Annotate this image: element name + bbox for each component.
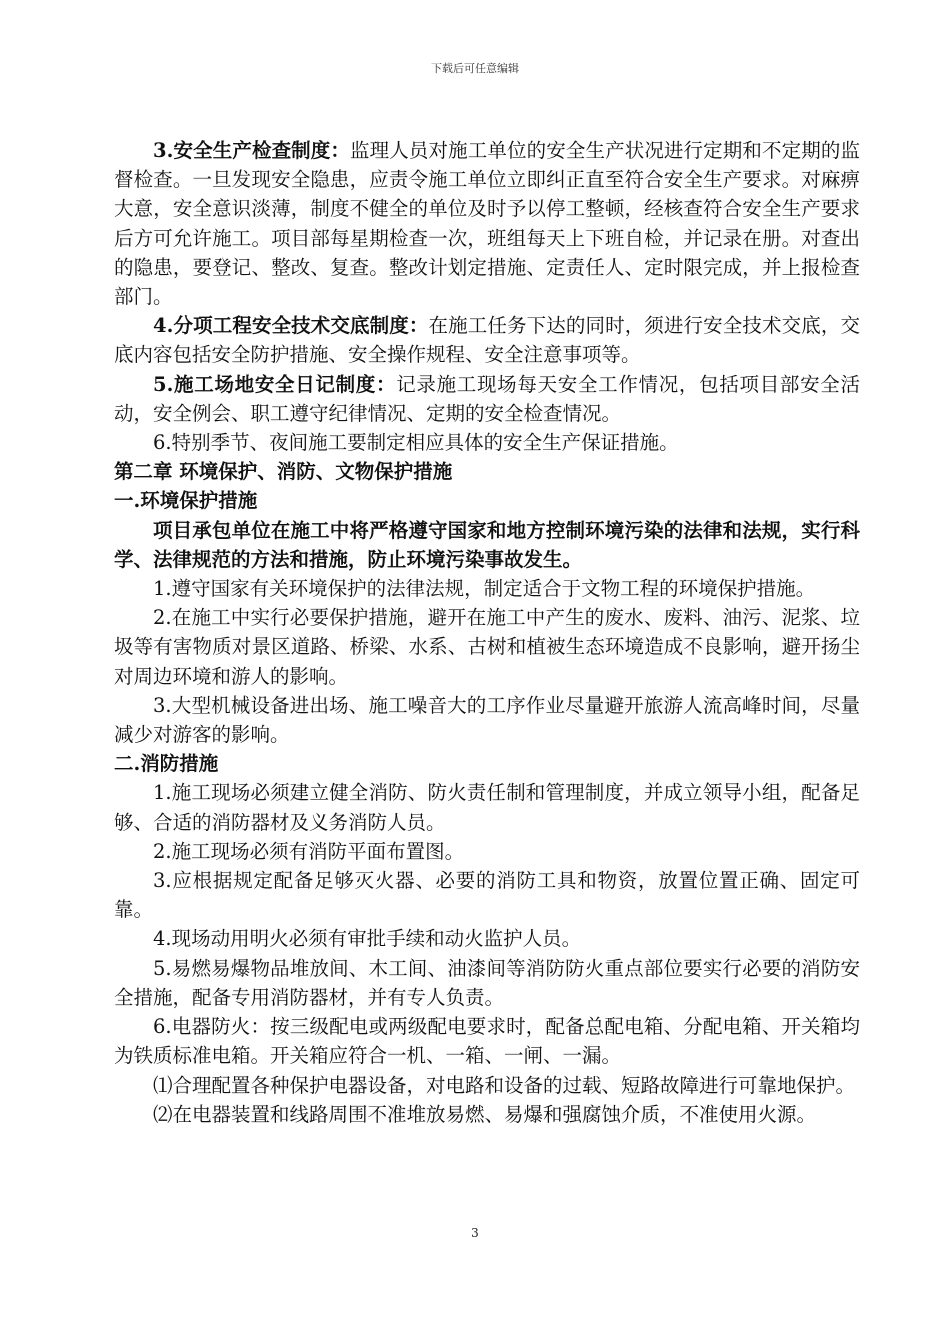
- list-item: 3.大型机械设备进出场、施工噪音大的工序作业尽量避开旅游人流高峰时间，尽量减少对游客的影响。: [114, 693, 860, 747]
- section-title-fire: 二.消防措施: [114, 752, 219, 776]
- chapter-title: 第二章 环境保护、消防、文物保护措施: [114, 460, 453, 484]
- list-item: 2.施工现场必须有消防平面布置图。: [153, 839, 465, 863]
- list-item: 1.施工现场必须建立健全消防、防火责任制和管理制度，并成立领导小组，配备足够、合适的消防器材及义务消防人员。: [114, 781, 860, 834]
- list-item: 4.现场动用明火必须有审批手续和动火监护人员。: [153, 927, 582, 951]
- page-number: 3: [471, 1226, 479, 1240]
- header-note: 下载后可任意编辑: [431, 62, 519, 75]
- paragraph-text: 在施工任务下达的同时，须进行安全技术交底，交底内容包括安全防护措施、安全操作规程、安全注意事项等。: [114, 314, 860, 367]
- list-item: 1.遵守国家有关环境保护的法律法规，制定适合于文物工程的环境保护措施。: [153, 577, 816, 601]
- paragraph-safety-inspection: [114, 136, 860, 311]
- section-title-environment: 一.环境保护措施: [114, 489, 258, 513]
- list-item: 2.在施工中实行必要保护措施，避开在施工中产生的废水、废料、油污、泥浆、垃圾等有害物质对景区道路、桥梁、水系、古树和植被生态环境造成不良影响，避开扬尘对周边环境和游人的影响。: [114, 606, 860, 688]
- paragraph-text: 监理人员对施工单位的安全生产状况进行定期和不定期的监督检查。一旦发现安全隐患，应责令施工单位立即纠正直至符合安全生产要求。对麻痹大意，安全意识淡薄，制度不健全的单位及时予以停工整顿，经核查符合安全生产要求后方可允许施工。项目部每星期检查一次，班组每天上下班自检，并记录在册。对查出的隐患，要登记、整改、复查。整改计划定措施、定责任人、定时限完成，并上报检查部门。: [114, 139, 860, 309]
- list-item: ⑵在电器装置和线路周围不准堆放易燃、易爆和强腐蚀介质，不准使用火源。: [153, 1102, 817, 1126]
- list-item: ⑴合理配置各种保护电器设备，对电路和设备的过载、短路故障进行可靠地保护。: [153, 1073, 856, 1097]
- paragraph-heading: 3.安全生产检查制度：: [153, 139, 351, 162]
- list-item: 3.应根据规定配备足够灭火器、必要的消防工具和物资，放置位置正确、固定可靠。: [114, 869, 860, 922]
- paragraph-heading: 5.施工场地安全日记制度：: [153, 372, 397, 396]
- paragraph-text: 记录施工现场每天安全工作情况，包括项目部安全活动，安全例会、职工遵守纪律情况、定期的安全检查情况。: [114, 372, 860, 425]
- paragraph-heading: 4.分项工程安全技术交底制度：: [153, 314, 429, 338]
- section-intro-environment: 项目承包单位在施工中将严格遵守国家和地方控制环境污染的法律和法规，实行科学、法律规范的方法和措施，防止环境污染事故发生。: [114, 518, 860, 571]
- list-item: 6.电器防火：按三级配电或两级配电要求时，配备总配电箱、分配电箱、开关箱均为铁质标准电箱。开关箱应符合一机、一箱、一闸、一漏。: [114, 1015, 860, 1068]
- paragraph-tech-briefing: [114, 311, 860, 369]
- paragraph-safety-diary: [114, 370, 860, 428]
- paragraph-text: 6.特别季节、夜间施工要制定相应具体的安全生产保证措施。: [153, 431, 679, 455]
- paragraph-special-season: [114, 428, 860, 457]
- list-item: 5.易燃易爆物品堆放间、木工间、油漆间等消防防火重点部位要实行必要的消防安全措施，配备专用消防器材，并有专人负责。: [114, 956, 860, 1009]
- document-body: [114, 136, 860, 1129]
